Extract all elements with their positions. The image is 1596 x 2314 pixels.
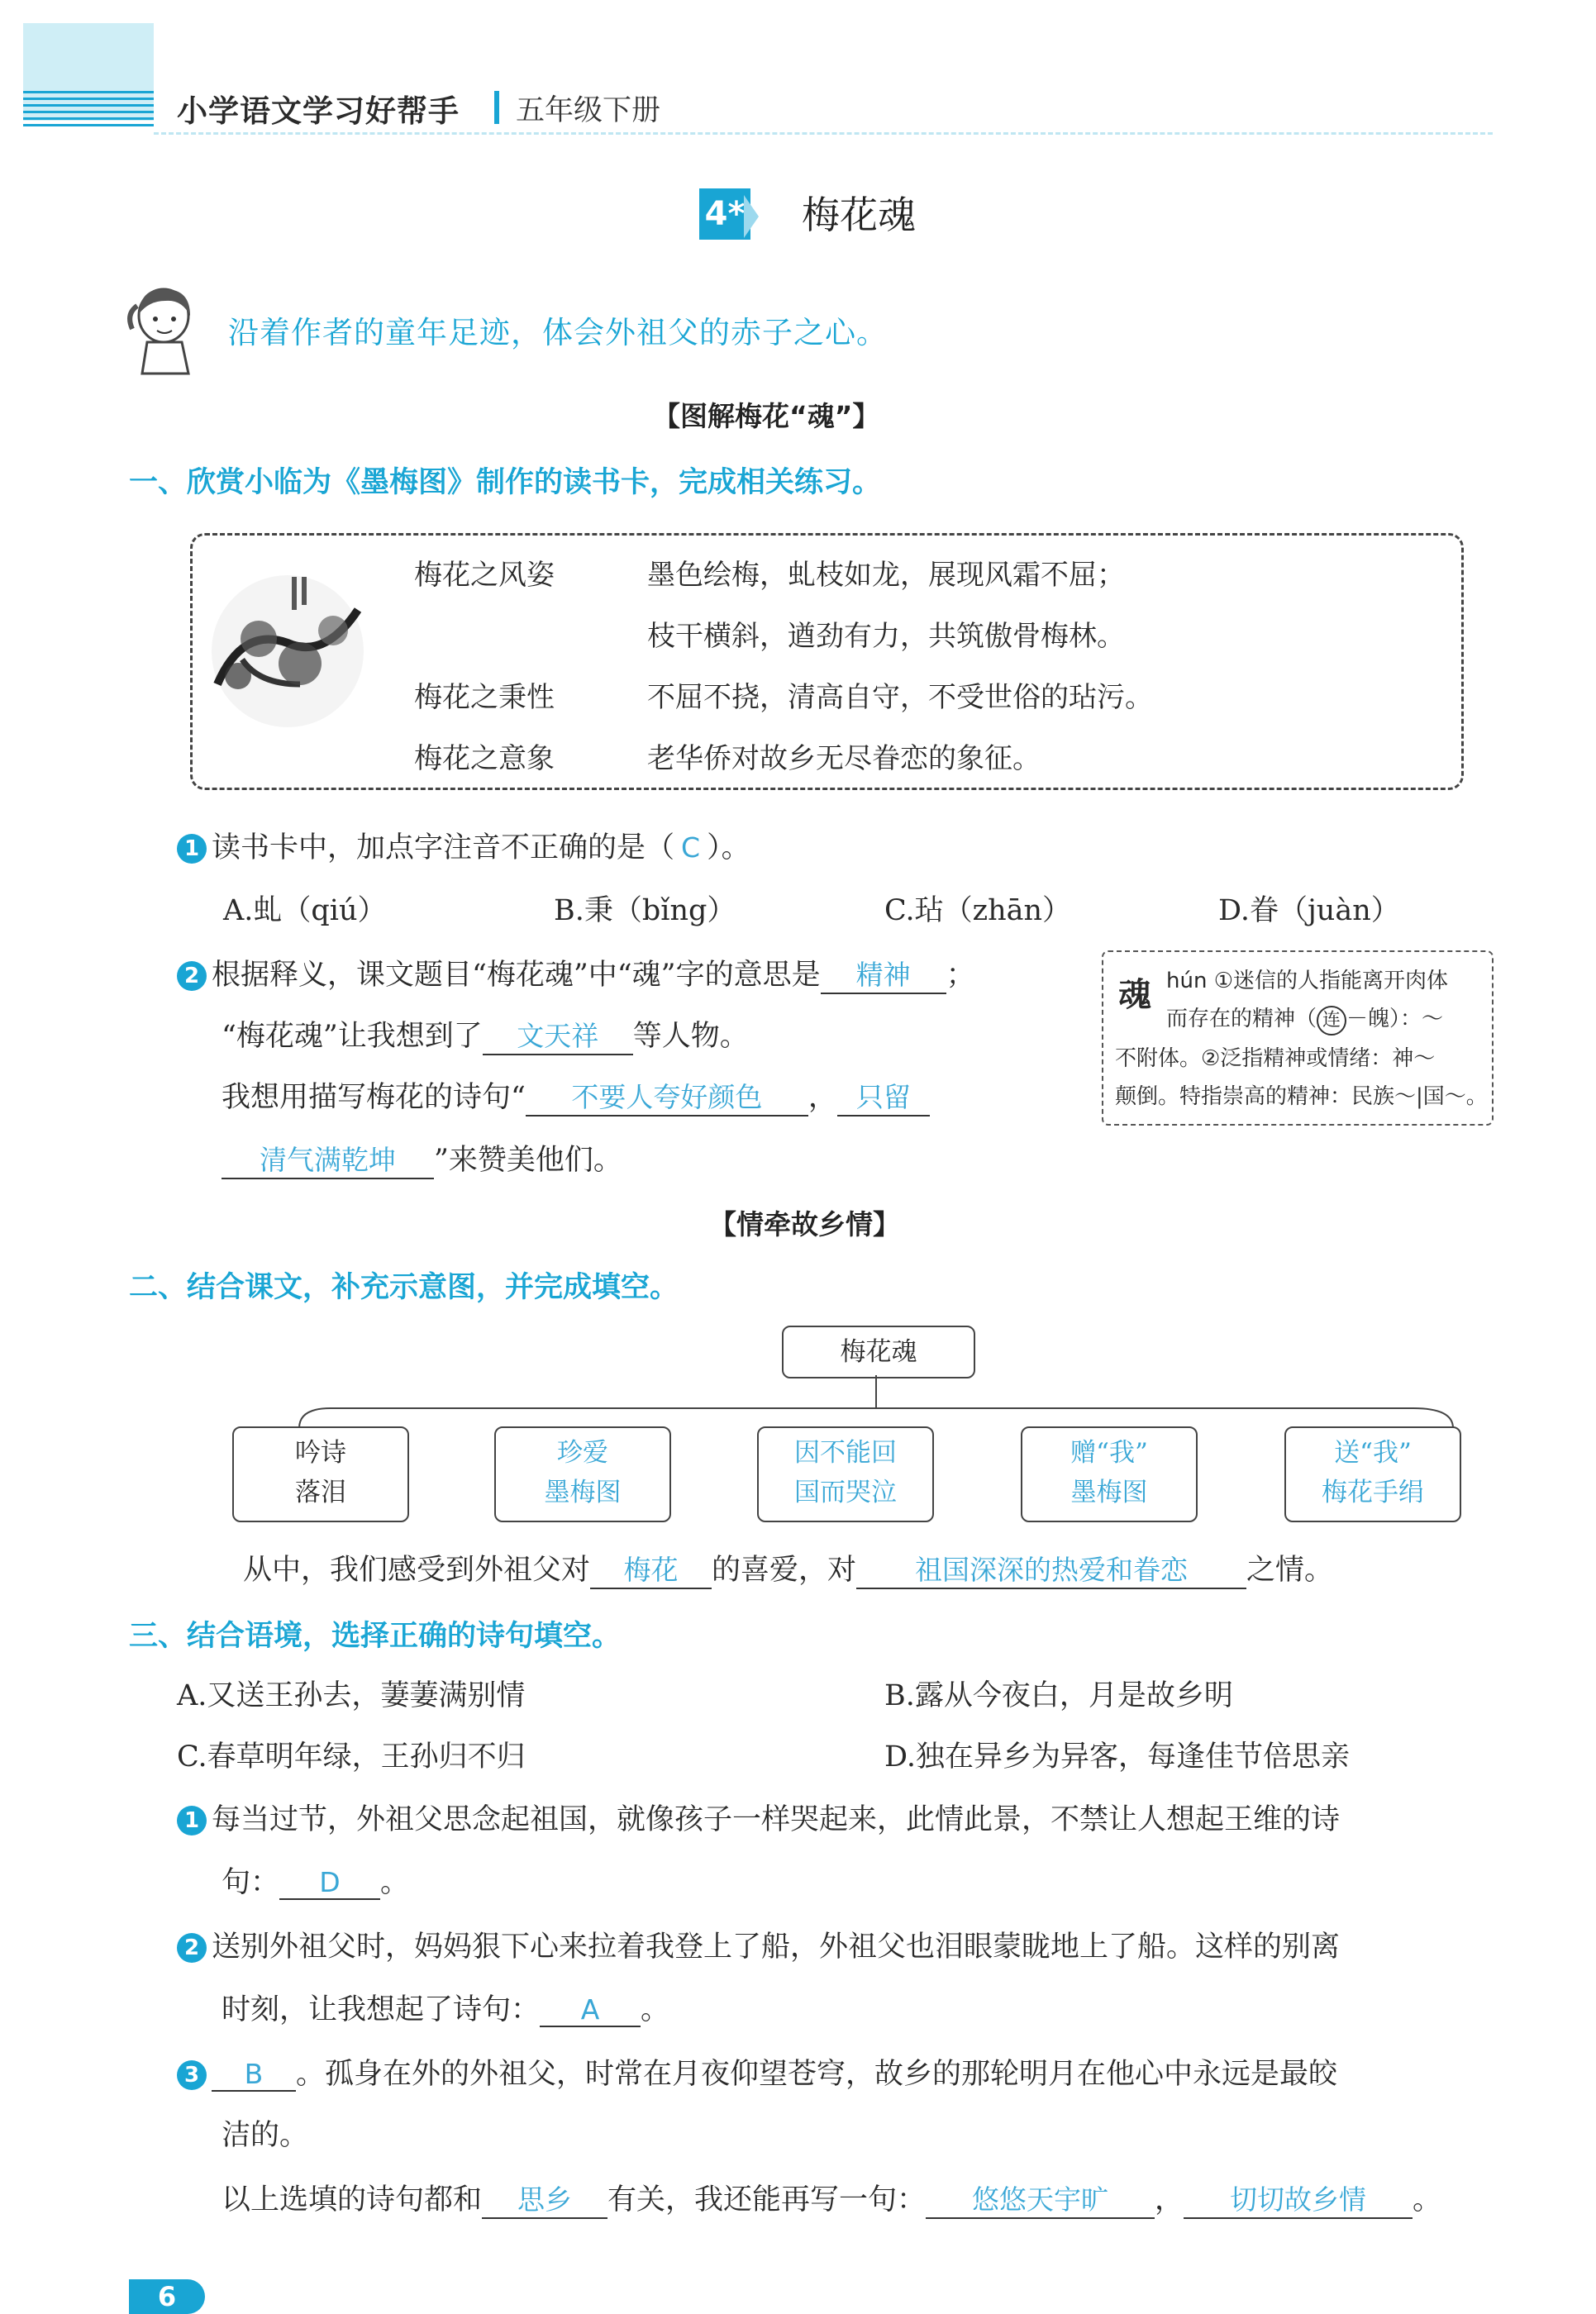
diagram-node: [232, 1426, 409, 1522]
q1-prompt: 读书卡中，加点字注音不正确的是（: [212, 831, 675, 864]
card-label: 梅花之风姿: [414, 559, 555, 592]
final-mid: 有关，我还能再写一句：: [607, 2183, 927, 2216]
final-prompt: 以上选填的诗句都和: [222, 2183, 483, 2216]
definition-char: 魂: [1118, 976, 1151, 1014]
lesson-badge-tail: [744, 195, 759, 238]
diagram-node: [494, 1426, 671, 1522]
intro-text: 沿着作者的童年足迹，体会外祖父的赤子之心。: [228, 315, 888, 350]
s3-q2-line1: [177, 1924, 1340, 1965]
question-heading-1: 一、欣赏小临为《墨梅图》制作的读书卡，完成相关练习。: [129, 466, 882, 499]
q2-answer-poem1: 不要人夸好颜色: [526, 1076, 808, 1117]
page-number: 6: [129, 2279, 205, 2314]
fill-mid: 的喜爱，对: [712, 1554, 857, 1587]
s3-q1-answer: D: [279, 1866, 380, 1900]
q1-option: C.玷（zhān）: [884, 894, 1072, 927]
section-tag-1: 【图解梅花“魂”】: [653, 400, 880, 432]
diagram-connector: [298, 1375, 1455, 1433]
q2-prompt3: 我想用描写梅花的诗句“: [222, 1081, 526, 1114]
s3-q2-text: 送别外祖父时，妈妈狠下心来拉着我登上了船，外祖父也泪眼蒙眬地上了船。这样的别离: [212, 1931, 1341, 1964]
definition-box: [1102, 950, 1494, 1126]
definition-line: [1166, 1002, 1443, 1036]
poem-option: C.春草明年绿，王孙归不归: [177, 1740, 526, 1774]
definition-circle-mark: 连: [1317, 1006, 1346, 1036]
s3-q2-suffix: 。: [641, 1993, 670, 2026]
poem-option: B.露从今夜白，月是故乡明: [884, 1679, 1233, 1712]
diagram-node-line: 墨梅图: [544, 1478, 622, 1507]
diagram-node-line: 送“我”: [1334, 1438, 1412, 1468]
diagram-node-line: 赠“我”: [1070, 1438, 1148, 1468]
diagram-root: [782, 1326, 975, 1378]
card-label: 梅花之意象: [414, 742, 555, 775]
diagram-node: [1021, 1426, 1198, 1522]
diagram-node-line: 吟诗: [295, 1438, 346, 1468]
card-label: 梅花之秉性: [414, 681, 555, 714]
ink-plum-painting: [209, 560, 366, 734]
s3-q1-line1: [177, 1797, 1340, 1838]
q2-answer-poem3: 清气满乾坤: [222, 1139, 434, 1179]
s3-final: [222, 2177, 1441, 2219]
s3-q3-line1: [177, 2051, 1337, 2093]
diagram-node-line: 因不能回: [794, 1438, 897, 1468]
q2-answer-person: 文天祥: [483, 1015, 633, 1055]
q2-answer-poem2: 只留: [837, 1076, 930, 1117]
fill-suffix: 之情。: [1246, 1554, 1334, 1587]
s3-q1-text: 每当过节，外祖父思念起祖国，就像孩子一样哭起来，此情此景，不禁让人想起王维的诗: [212, 1803, 1341, 1836]
s3-q1-line2: [222, 1859, 409, 1901]
s3-q1-suffix: 。: [380, 1866, 410, 1899]
q1-answer: C: [681, 831, 701, 864]
question-number: 1: [177, 834, 207, 864]
q2-line4: [222, 1137, 622, 1179]
section-tag-2: 【情牵故乡情】: [709, 1208, 900, 1240]
diagram-node: [757, 1426, 934, 1522]
final-answer-1: 思乡: [482, 2178, 607, 2219]
s3-q3-answer: B: [212, 2058, 296, 2092]
diagram-node: [1284, 1426, 1461, 1522]
q2-answer-meaning: 精神: [821, 954, 946, 994]
q2-suffix: 等人物。: [632, 1020, 749, 1053]
q2-prompt: 根据释义，课文题目“梅花魂”中“魂”字的意思是: [212, 959, 821, 992]
book-grade: 五年级下册: [516, 94, 661, 127]
card-text: 老华侨对故乡无尽眷恋的象征。: [647, 742, 1041, 775]
lesson-title: 梅花魂: [802, 193, 916, 237]
diagram-node-line: 梅花手绢: [1322, 1478, 1424, 1507]
q2-prompt2: “梅花魂”让我想到了: [222, 1020, 483, 1053]
question-heading-2: 二、结合课文，补充示意图，并完成填空。: [129, 1271, 679, 1304]
fill-answer-2: 祖国深深的热爱和眷恋: [856, 1549, 1246, 1589]
diagram-node-line: 墨梅图: [1070, 1478, 1148, 1507]
poem-option: D.独在异乡为异客，每逢佳节倍思亲: [884, 1740, 1350, 1774]
q2-line2: [222, 1013, 749, 1055]
s3-q2-answer: A: [540, 1993, 641, 2027]
q2-punct: ；: [946, 959, 975, 992]
diagram-node-line: 落泪: [295, 1478, 346, 1507]
definition-line: 不附体。②泛指精神或情绪：神～: [1115, 1046, 1436, 1071]
q1-line: [177, 825, 750, 866]
definition-line: hún ①迷信的人指能离开肉体: [1166, 969, 1449, 993]
card-text: 不屈不挠，清高自守，不受世俗的玷污。: [647, 681, 1153, 714]
diagram-node-line: 国而哭泣: [794, 1478, 897, 1507]
q2-line1: [177, 952, 975, 994]
reading-card: [190, 533, 1464, 790]
card-text: 墨色绘梅，虬枝如龙，展现风霜不屈；: [647, 559, 1125, 592]
diagram-node-line: 珍爱: [557, 1438, 608, 1468]
girl-mascot-icon: [124, 281, 207, 380]
q2-line3: [222, 1074, 930, 1117]
final-answer-3: 切切故乡情: [1184, 2178, 1413, 2219]
q2-suffix2: ”来赞美他们。: [434, 1144, 622, 1177]
diagram-root-label: 梅花魂: [840, 1337, 917, 1367]
section2-fill: [243, 1547, 1333, 1589]
final-suffix: 。: [1413, 2183, 1442, 2216]
lesson-number-badge: 4*: [699, 188, 750, 240]
q1-option: D.眷（juàn）: [1218, 894, 1400, 927]
s3-q2-prefix: 时刻，让我想起了诗句：: [222, 1993, 541, 2026]
definition-line: 颠倒。特指崇高的精神：民族～|国～。: [1115, 1084, 1488, 1109]
header-divider: [494, 91, 499, 124]
poem-option: A.又送王孙去，萋萋满别情: [177, 1679, 526, 1712]
final-answer-2: 悠悠天宇旷: [926, 2178, 1155, 2219]
book-title: 小学语文学习好帮手: [177, 93, 460, 129]
question-number: 2: [177, 1933, 207, 1963]
final-comma: ，: [1155, 2183, 1184, 2216]
s3-q3-line2: 洁的。: [222, 2119, 309, 2152]
s3-q1-prefix: 句：: [222, 1866, 280, 1899]
definition-text: 而存在的精神（: [1166, 1007, 1317, 1031]
header-rule: [154, 132, 1493, 135]
fill-prompt: 从中，我们感受到外祖父对: [243, 1554, 591, 1587]
q1-option: B.秉（bǐng）: [554, 894, 736, 927]
fill-answer-1: 梅花: [590, 1549, 712, 1589]
q1-close: ）。: [707, 831, 750, 864]
question-number: 3: [177, 2060, 207, 2090]
s3-q2-line2: [222, 1987, 669, 2028]
question-number: 1: [177, 1806, 207, 1835]
question-heading-3: 三、结合语境，选择正确的诗句填空。: [129, 1620, 622, 1653]
definition-text: －魄）：～: [1346, 1007, 1444, 1031]
header-stripes: [23, 91, 154, 129]
question-number: 2: [177, 961, 207, 991]
card-text: 枝干横斜，遒劲有力，共筑傲骨梅林。: [647, 620, 1125, 653]
s3-q3-text: 。孤身在外的外祖父，时常在月夜仰望苍穹，故乡的那轮明月在他心中永远是最皎: [296, 2058, 1338, 2091]
q1-option: A.虬（qiú）: [223, 894, 387, 927]
q2-comma: ，: [808, 1081, 837, 1114]
